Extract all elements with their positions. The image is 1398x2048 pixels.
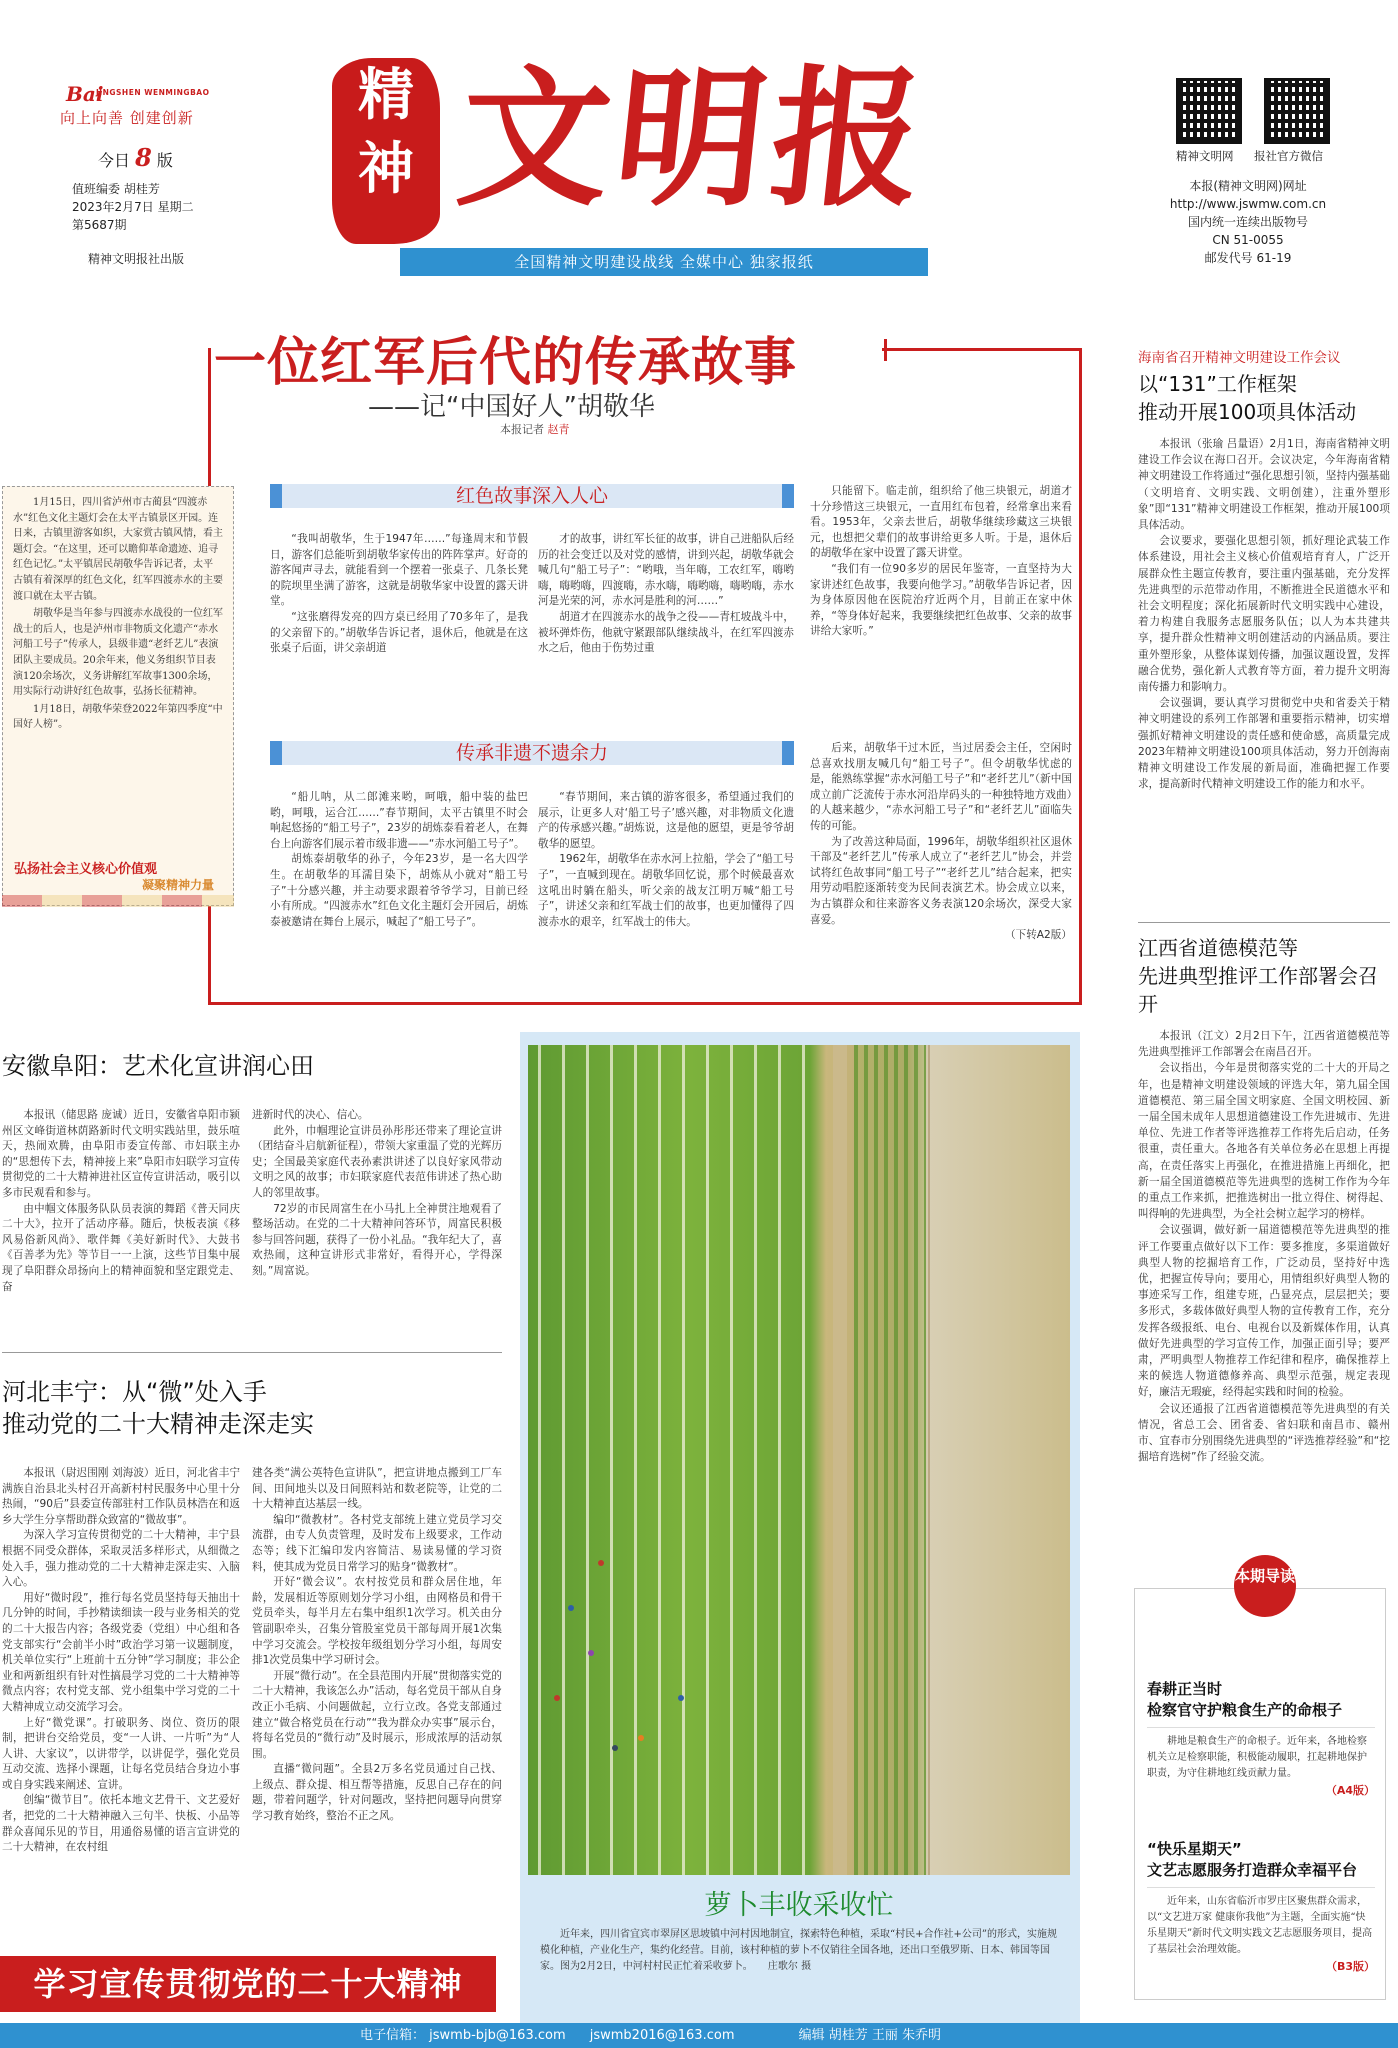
hebei-col1 xyxy=(2,1466,240,1944)
guide-item-text: 近年来，山东省临沂市罗庄区聚焦群众需求，以“文艺进万家 健康你我他”为主题，全面实施“快乐星期天”新时代文明实践文艺志愿服务项目，提高了基层社会治理效能。 xyxy=(1147,1896,1373,1955)
hebei-title[interactable] xyxy=(2,1376,314,1440)
guide-item-ref[interactable]: （B3版） xyxy=(1325,1960,1375,1973)
pub-info-line: 本报(精神文明网)网址 xyxy=(1189,179,1307,193)
crop-rows xyxy=(528,1045,824,1875)
paragraph: 进新时代的决心、信心。 xyxy=(252,1109,369,1121)
photo-title: 萝卜丰收采收忙 xyxy=(704,1890,894,1921)
paragraph: 上好“微党课”。打破职务、岗位、资历的限制，把讲台交给党员，变“一人讲、一片听”为“人人讲、大家议”，以讲带学，以讲促学，强化党员互动交流、选择小课题，让每名党员结合身边小事或自身实践来阐述、宣讲。 xyxy=(2,1716,240,1791)
feature-byline xyxy=(500,421,570,437)
radish-harvest-photo[interactable] xyxy=(528,1045,1070,1875)
campaign-banner: 学习宣传贯彻党的二十大精神 xyxy=(0,1956,496,2012)
paragraph: 会议强调，做好新一届道德模范等先进典型的推评工作要重点做好以下工作：要多推度，多渠道做好典型人物的挖掘培育工作，广泛动员，坚持好中选优，把握宣传导向；要用心，用情组织好典型人物的事迹采写工作，组建专班，凸显亮点，层层把关；要多形式，多载体做好典型人物的宣传教育工作，充分发挥各级报纸、电台、电视台以及新媒体作用，认真做好先进典型的学习宣传工作，加强正面引导；要严肃，严明典型人物推荐工作纪律和程序，确保推荐上来的候选人物道德修养高、典型示范强，规定表现好，廉洁无瑕疵，经得起实践和时间的检验。 xyxy=(1138,1224,1390,1399)
hebei-title-line: 河北丰宁：从“微”处入手 xyxy=(2,1378,267,1406)
footer-email-2[interactable]: jswmb2016@163.com xyxy=(589,2028,735,2043)
byline-prefix: 本报记者 xyxy=(500,423,544,436)
feature-headline[interactable]: 一位红军后代的传承故事 xyxy=(214,333,798,393)
guide-item-title: 检察官守护粮食生产的命根子 xyxy=(1147,1701,1343,1719)
qr-website-label: 精神文明网 xyxy=(1176,149,1234,163)
crop-rows-right xyxy=(854,1045,926,1875)
note-decoration xyxy=(2,895,234,907)
paragraph: 编印“微教材”。各村党支部统上建立党员学习交流群，由专人负责管理，及时发布上级要求，工作动态等；线下汇编印发内容简洁、易读易懂的学习资料，使其成为党员日常学习的贴身“微教材”。 xyxy=(252,1513,502,1573)
note-paragraph: 胡敬华是当年参与四渡赤水战役的一位红军战士的后人，也是泸州市非物质文化遗产“赤水河船工号子”传承人，县级非遗“老纤艺儿”表演团队主要成员。20余年来，他义务组织节目表演120余场次，义务讲解红军故事1300余场，用实际行动讲好红色故事，弘扬长征精神。 xyxy=(13,608,223,698)
note-tag-spirit: 凝聚精神力量 xyxy=(142,878,215,892)
byline-name: 赵青 xyxy=(547,423,570,436)
continued-notice[interactable]: （下转A2版） xyxy=(1005,929,1072,942)
hainan-article xyxy=(1138,346,1390,792)
brand-logo: Bai xyxy=(66,82,104,106)
footer-email-1[interactable]: jswmb-bjb@163.com xyxy=(429,2028,566,2043)
paragraph: “我叫胡敬华，生于1947年……”每逢周末和节假日，游客们总能听到胡敬华家传出的阵阵掌声。好奇的游客闻声寻去，就能看到一个摆着一张桌子、几条长凳的院坝里坐满了游客，这就是胡敬华家中设置的露天讲堂。 xyxy=(270,533,528,608)
photo-credit: 庄歌尔 摄 xyxy=(767,1961,812,1972)
paragraph: 此外，巾帼理论宣讲员孙彤彤还带来了理论宣讲（团结奋斗启航新征程），带领大家重温了党的光辉历史；全国最美家庭代表孙素洪讲述了以良好家风带动文明之风的故事；市妇联家庭代表范伟讲述了热心助人的邻里故事。 xyxy=(252,1124,502,1199)
paragraph: 开展“微行动”。在全县范围内开展“贯彻落实党的二十大精神，我该怎么办”活动，每名党员干部从自身改正小毛病、小问题做起，立行立改。各党支部通过建立“做合格党员在行动”“我为群众办实事”展示台，将每名党员的“微行动”及时展示，形成浓厚的活动氛围。 xyxy=(252,1669,502,1760)
feature-s1-col2 xyxy=(538,532,794,692)
issue-date: 2023年2月7日 星期二 xyxy=(72,200,194,214)
farmer-figure xyxy=(678,1695,684,1701)
pub-info-line: CN 51-0055 xyxy=(1212,233,1284,247)
footer-editors: 编辑 胡桂芳 王丽 朱乔明 xyxy=(798,2028,942,2043)
guide-badge: 本期导读 xyxy=(1234,1555,1296,1617)
headline-mark xyxy=(884,339,887,361)
farmer-figure xyxy=(612,1745,618,1751)
article-divider xyxy=(2,1352,502,1353)
feature-s2-col1 xyxy=(270,790,528,986)
seal-char-1: 精 xyxy=(358,62,414,128)
hainan-title-line[interactable]: 以“131”工作框架 xyxy=(1138,372,1297,396)
sidebar-note xyxy=(2,486,234,906)
publication-info xyxy=(1148,177,1348,267)
feature-subhead: ——记“中国好人”胡敬华 xyxy=(368,392,655,422)
anhui-col1 xyxy=(2,1108,240,1340)
paragraph: 直播“微问题”。全县2万多名党员通过自己找、上级点、群众提、相互帮等措施，反思自己存在的问题，带着问题学，针对问题改，坚持把问题导向贯穿学习教育始终，整治不正之风。 xyxy=(252,1763,502,1823)
paragraph: “船儿呐，从二郎滩来哟，呵哦，船中装的盐巴哟，呵哦，运合江……”春节期间，太平古镇里不时会响起悠扬的“船工号子”，23岁的胡炼泰看着老人，在舞台上向游客们展示着市级非遗——“赤水河船工号子”。 xyxy=(270,791,528,850)
masthead-seal xyxy=(332,58,440,244)
paragraph: 由中帼文体服务队队员表演的舞蹈《普天同庆二十大》，拉开了活动序幕。随后，快板表演《移风易俗新风尚》、歌伴舞《美好新时代》、大鼓书《百善孝为先》等节目一一上演，这些节目集中展现了阜阳群众昂扬向上的精神面貌和坚定跟党走、奋 xyxy=(2,1202,240,1293)
paragraph: 用好“微时段”，推行每名党员坚持每天抽出十几分钟的时间，手抄精读细读一段与业务相关的党的二十大报告内容；各级党委（党组）中心组和各党支部实行“会前半小时”政治学习第一议题制度，机关单位实行“上班前十五分钟”学习制度；非公企业和两新组织有针对性搞晨学习党的二十大精神等微点内容；农村党支部、党小组集中学习党的二十大精神成立动交流学习会。 xyxy=(2,1591,240,1713)
brand-pinyin: JINGSHEN WENMINGBAO xyxy=(96,88,210,97)
note-paragraph: 1月18日，胡敬华荣登2022年第四季度“中国好人榜”。 xyxy=(13,703,223,731)
paragraph: “这张磨得发亮的四方桌已经用了70多年了，是我的父亲留下的。”胡敬华告诉记者，退休后，他就是在这张桌子后面，讲父亲胡道 xyxy=(270,610,528,655)
farmer-figure xyxy=(568,1605,574,1611)
feature-s1-col3 xyxy=(810,484,1072,692)
paragraph: 才的故事，讲红军长征的故事，讲自己进船队后经历的社会变迁以及对党的感情，讲到兴起，胡敬华就会喊几句“船工号子”：“哟哦，当年嗨，工农红军，嗨哟嗨，嗨哟嗨，四渡嗨，赤水嗨，嗨哟嗨，嗨哟嗨，赤水河是光荣的河，赤水河是胜利的河……” xyxy=(538,533,794,608)
hainan-title-line[interactable]: 推动开展100项具体活动 xyxy=(1138,400,1357,424)
jiangxi-title-line[interactable]: 江西省道德模范等 xyxy=(1138,936,1298,960)
feature-frame-left xyxy=(208,348,211,472)
paragraph: 本报讯（张瑜 吕量语）2月1日，海南省精神文明建设工作会议在海口召开。会议决定，今年海南省精神文明建设工作将通过“强化思想引领，坚持内强基础（文明培育、文明实践、文明创建），注重外塑形象”即“131”精神文明建设工作框架，推动开展100项具体活动。 xyxy=(1138,438,1390,532)
paragraph: 本报讯（储思路 庞诚）近日，安徽省阜阳市颍州区文峰街道林荫路新时代文明实践站里，鼓乐喧天，热闹欢腾，由阜阳市委宣传部、市妇联主办的“思想传下去，精神接上来”阜阳市妇联学习宣传贯彻党的二十大精神进社区宣传宣讲活动，吸引以多市民观看和参与。 xyxy=(2,1109,240,1199)
pub-info-line: 邮发代号 61-19 xyxy=(1204,251,1292,265)
paragraph: 后来，胡敬华干过木匠，当过居委会主任，空闲时总喜欢找朋友喊几句“船工号子”。但令胡敬华忧虑的是，能熟练掌握“赤水河船工号子”和“老纤艺儿”（新中国成立前广泛流传于赤水河沿岸码头的一种独特地方戏曲）的人越来越少，“赤水河船工号子”和“老纤艺儿”面临失传的可能。 xyxy=(810,742,1072,832)
paragraph: 建各类“满公英特色宣讲队”，把宣讲地点搬到工厂车间、田间地头以及日间照料站和数老院等，让党的二十大精神直达基层一线。 xyxy=(252,1467,502,1511)
paragraph: 胡炼泰胡敬华的孙子，今年23岁，是一名大四学生。在胡敬华的耳濡目染下，胡炼从小就对“船工号子”十分感兴趣，并主动要求跟着爷爷学习，目前已经小有所成。“四渡赤水”红色文化主题灯会开园后，胡炼泰被邀请在舞台上展示，喊起了“船工号子”。 xyxy=(270,853,528,928)
feature-s2-col2 xyxy=(538,790,794,986)
today-pages xyxy=(98,143,173,172)
guide-item-title: 文艺志愿服务打造群众幸福平台 xyxy=(1147,1861,1358,1879)
pub-info-line: 国内统一连续出版物号 xyxy=(1187,215,1308,229)
guide-item-1[interactable] xyxy=(1147,1679,1375,1798)
column-divider xyxy=(1138,922,1390,923)
farmer-figure xyxy=(598,1560,604,1566)
note-paragraph: 1月15日，四川省泸州市古蔺县“四渡赤水”红色文化主题灯会在太平古镇景区开园。连日来，古镇里游客如织，大家赏古镇风情，看主题灯会。“在这里，还可以瞻仰革命遗迹、追寻红色记忆。”太平镇居民胡敬华告诉记者，太平古镇有着深厚的红色文化，红军四渡赤水的主要渡口就在太平古镇。 xyxy=(13,497,223,602)
photo-caption xyxy=(540,1927,1060,1975)
paragraph: 会议还通报了江西省道德模范等先进典型的有关情况，省总工会、团省委、省妇联和南昌市、赣州市、宜春市分别围绕先进典型的“评选推荐经验”和“挖掘培育选树”作了经验交流。 xyxy=(1138,1402,1390,1464)
issue-number: 第5687期 xyxy=(72,218,127,232)
qr-code-wechat[interactable] xyxy=(1264,78,1330,144)
qr-code-website[interactable] xyxy=(1176,78,1242,144)
issue-meta xyxy=(72,180,194,234)
anhui-title[interactable]: 安徽阜阳：艺术化宣讲润心田 xyxy=(2,1052,314,1080)
today-prefix: 今日 xyxy=(98,151,131,170)
hainan-kicker: 海南省召开精神文明建设工作会议 xyxy=(1138,350,1341,366)
paragraph: 会议要求，要强化思想引领，抓好理论武装工作体系建设，用社会主义核心价值观培育育人，广泛开展群众性主题宣传教育，要注重内强基础，充分发挥先进典型的示范带动作用，不断推进全民道德水平和社会文明程度；深化拓展新时代文明实践中心建设，着力构建自我服务志愿服务队伍；以人为本共建共享，提升群众性精神文明创建活动的内涵品质。要注重外塑形象，从整体谋划传播，加强议题设置，发挥融合优势，强化新人式教育等方面，着力提升文明海南传播力和影响力。 xyxy=(1138,535,1390,694)
guide-item-ref[interactable]: （A4版） xyxy=(1325,1784,1375,1797)
slogan: 向上向善 创建创新 xyxy=(60,109,194,127)
farmer-figure xyxy=(588,1650,594,1656)
guide-item-2[interactable] xyxy=(1147,1839,1375,1974)
paragraph: 会议指出，今年是贯彻落实党的二十大的开局之年，也是精神文明建设领域的评选大年，第九届全国道德模范、第三届全国文明家庭、全国文明校园、新一届全国未成年人思想道德建设工作先进城市、先进单位、先进工作者等评选推荐工作将先后启动，任务很重，责任重大。各地各有关单位务必在思想上再提高，在责任落实上再强化，在推进措施上再细化，把新一届全国道德模范等先进典型的选树工作作为今年的重点工作来抓，把推选树出一批立得住、树得起、叫得响的先进典型，为全社会树立起学习的榜样。 xyxy=(1138,1062,1390,1221)
paragraph: 胡道才在四渡赤水的战争之役——青杠坡战斗中，被坏弹炸伤，他就守紧跟部队继续战斗，在红军四渡赤水之后，他由于伤势过重 xyxy=(538,610,794,655)
paragraph: 本报讯（江文）2月2日下午，江西省道德模范等先进典型推评工作部署会在南昌召开。 xyxy=(1138,1030,1390,1059)
seal-char-2: 神 xyxy=(358,136,414,202)
jiangxi-article xyxy=(1138,934,1390,1554)
section-banner-red-story: 红色故事深入人心 xyxy=(270,484,794,508)
paragraph: 为深入学习宣传贯彻党的二十大精神，丰宁县根据不同受众群体，采取灵活多样形式，从细微之处入手，强力推动党的二十大精神走深走实、入脑入心。 xyxy=(2,1529,240,1589)
issue-guide xyxy=(1134,1588,1386,2000)
paragraph: 1962年，胡敬华在赤水河上拉船，学会了“船工号子”，一直喊到现在。胡敬华回忆说，那个时候最喜欢这吼出时躺在船头，听父亲的战友江明万喊“船工号子”，讲述父亲和红军战士们的故事，也更加懂得了四渡赤水的艰辛，红军战士的伟大。 xyxy=(538,853,794,928)
anhui-col2 xyxy=(252,1108,502,1340)
headline-rule xyxy=(882,348,1082,351)
soil-line xyxy=(928,1045,930,1875)
paragraph: 为了改善这种局面，1996年，胡敬华组织社区退休干部及“老纤艺儿”传承人成立了“老纤艺儿”协会，并尝试将红色故事同“船工号子”“老纤艺儿”结合起来，把实用劳动唱腔逐渐转变为民间表演艺术。协会成立以来，为古镇群众和往来游客义务表演120余场次，深受大家喜爱。 xyxy=(810,835,1072,926)
farmer-figure xyxy=(638,1735,644,1741)
masthead-title: 文明报 xyxy=(450,51,938,227)
qr-wechat-label: 报社官方微信 xyxy=(1254,149,1323,163)
guide-item-title: 春耕正当时 xyxy=(1147,1680,1223,1698)
footer-email-label: 电子信箱： xyxy=(360,2028,426,2043)
field-path xyxy=(833,1045,847,1875)
hebei-col2 xyxy=(252,1466,502,1944)
feature-s1-col1 xyxy=(270,532,528,692)
today-pages-number: 8 xyxy=(135,143,152,172)
jiangxi-title-line[interactable]: 先进典型推评工作部署会召开 xyxy=(1138,964,1378,1016)
paragraph: “我们有一位90多岁的居民年鉴寄，一直坚持为大家讲述红色故事，我要向他学习。”胡敬华告诉记者，因为身体原因他在医院治疗近两个月，目前正在家中休养，“等身体好起来，我要继续把红色故事、父亲的故事讲给大家听。” xyxy=(810,562,1072,638)
feature-frame-right xyxy=(1079,348,1082,472)
farmer-figure xyxy=(554,1695,560,1701)
feature-s2-col3 xyxy=(810,741,1072,986)
paragraph: “春节期间，来古镇的游客很多，希望通过我们的展示，让更多人对‘船工号子’感兴趣，对非物质文化遗产的传承感兴趣。”胡炼说，这是他的愿望，更是爷爷胡敬华的愿望。 xyxy=(538,791,794,850)
paragraph: 只能留下。临走前，组织给了他三块银元，胡道才十分珍惜这三块银元，一直用红布包着，经常拿出来看看。1953年，父亲去世后，胡敬华继续珍藏这三块银元，也想把父辈们的故事讲给更多人听。于是，退休后的胡敬华在家中设置了露天讲堂。 xyxy=(810,485,1072,560)
note-tag-values: 弘扬社会主义核心价值观 xyxy=(14,862,158,877)
photo-caption-text: 近年来，四川省宜宾市翠屏区思坡镇中河村因地制宜，探索特色种植，采取“村民+合作社+公司”的形式，实施规模化种植，产业化生产，集约化经营。目前，该村种植的萝卜不仅销往全国各地，还出口至俄罗斯、日本、韩国等国家。图为2月2日，中河村村民正忙着采收萝卜。 xyxy=(540,1929,1057,1972)
paragraph: 创编“微节目”。依托本地文艺骨干、文艺爱好者，把党的二十大精神融入三句半、快板、小品等群众喜闻乐见的节目，用通俗易懂的语言宣讲党的二十大精神，在农村组 xyxy=(2,1794,240,1854)
guide-item-text: 耕地是粮食生产的命根子。近年来，各地检察机关立足检察职能，积极能动履职，扛起耕地保护职责，为守住耕地红线贡献力量。 xyxy=(1147,1736,1367,1779)
editor-on-duty: 值班编委 胡桂芳 xyxy=(72,182,160,196)
section-banner-heritage: 传承非遗不遗余力 xyxy=(270,741,794,765)
pub-info-url[interactable]: http://www.jswmw.com.cn xyxy=(1169,197,1327,211)
paragraph: 本报讯（尉迟围刚 刘海波）近日，河北省丰宁满族自治县北头村召开高新村村民服务中心里十分热闹，“90后”县委宣传部驻村工作队员林浩在和返乡大学生分享帮助群众致富的“微故事”。 xyxy=(2,1467,240,1526)
publisher: 精神文明报社出版 xyxy=(88,252,185,266)
paragraph: 72岁的市民周富生在小马扎上全神贯注地观看了整场活动。在党的二十大精神问答环节，周富民积极参与回答问题，获得了一份小礼品。“我年纪大了，喜欢热闹，这种宣讲形式非常好，看得开心，学得深刻。”周富说。 xyxy=(252,1202,502,1277)
footer-bar xyxy=(0,2023,1398,2048)
paragraph: 会议强调，要认真学习贯彻党中央和省委关于精神文明建设的系列工作部署和重要指示精神，切实增强抓好精神文明建设的责任感和使命感，高质量完成2023年精神文明建设100项具体活动，努力开创海南精神文明建设工作发展的新局面，准确把握工作要求，提高新时代精神文明建设工作的能力和水平。 xyxy=(1138,697,1390,791)
today-suffix: 版 xyxy=(156,151,173,170)
guide-item-title: “快乐星期天” xyxy=(1147,1840,1242,1858)
masthead-tagbar: 全国精神文明建设战线 全媒中心 独家报纸 xyxy=(400,248,928,276)
paragraph: 开好“微会议”。农村按党员和群众居住地，年龄，发展相近等原则划分学习小组，由网格员和骨干党员牵头，每半月左右集中组织1次学习。机关由分管副职牵头，召集分管股室党员干部每周开展1次集中学习交流会。学校按年级组划分学习小组，每周安排1次党员集中学习研讨会。 xyxy=(252,1576,502,1667)
hebei-title-line: 推动党的二十大精神走深走实 xyxy=(2,1410,314,1438)
